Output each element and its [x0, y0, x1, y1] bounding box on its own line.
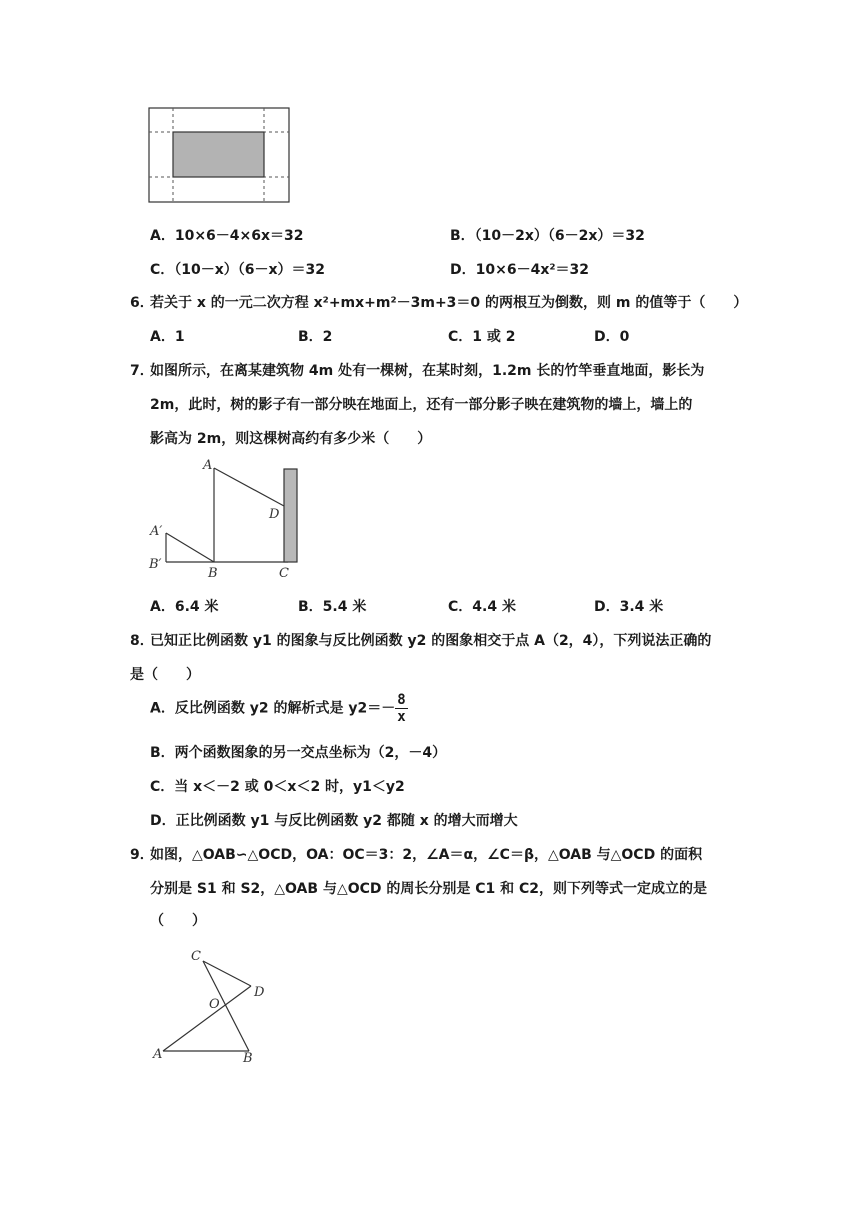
q7-option-d: D．3.4 米 — [594, 599, 664, 615]
q5-option-c: C．（10－x）（6－x）＝32 — [150, 262, 326, 278]
q7-option-b: B．5.4 米 — [298, 599, 367, 615]
q5-shaded-base — [173, 132, 264, 177]
q9-figure — [145, 940, 275, 1070]
q7-line-3: 影高为 2m，则这棵树高约有多少米（ ） — [150, 431, 432, 447]
q8-option-b: B．两个函数图象的另一交点坐标为（2，－4） — [150, 745, 447, 761]
q9-line-1: 如图，△OAB∽△OCD，OA：OC＝3：2，∠A＝α，∠C＝β，△OAB 与△OCD 的面积 — [150, 847, 703, 863]
q9-segment-cd — [203, 961, 251, 986]
q8-option-a-text: A．反比例函数 y2 的解析式是 y2＝－ — [150, 700, 396, 717]
q6-option-c: C．1 或 2 — [448, 329, 516, 345]
q9-line-2: 分别是 S1 和 S2，△OAB 与△OCD 的周长分别是 C1 和 C2，则下列等式一定成立的是 — [150, 881, 708, 897]
q9-label-c: C — [191, 949, 201, 964]
q7-figure — [140, 455, 320, 585]
q5-option-d: D．10×6－4x²＝32 — [450, 262, 589, 278]
q6-number: 6． — [130, 295, 154, 311]
q7-label-a-prime: A′ — [150, 524, 163, 539]
q5-option-a: A．10×6－4×6x＝32 — [150, 228, 304, 244]
q6-option-b: B．2 — [298, 329, 333, 345]
q9-segment-ad — [163, 986, 251, 1051]
q8-line-1: 已知正比例函数 y1 的图象与反比例函数 y2 的图象相交于点 A（2，4），下列说法正确的 — [150, 633, 712, 649]
q9-label-b: B — [243, 1051, 253, 1066]
q7-label-b-prime: B′ — [149, 557, 162, 572]
q7-label-c: C — [279, 566, 289, 581]
q9-label-d: D — [254, 985, 265, 1000]
q8-option-a — [150, 692, 408, 725]
q8-line-2: 是（ ） — [130, 667, 200, 683]
q8-option-d: D．正比例函数 y1 与反比例函数 y2 都随 x 的增大而增大 — [150, 813, 518, 829]
q6-option-a: A．1 — [150, 329, 185, 345]
q8-option-c: C．当 x＜－2 或 0＜x＜2 时，y1＜y2 — [150, 779, 405, 795]
q8-fraction-numerator: 8 — [397, 692, 406, 708]
q9-line-3: （ ） — [150, 913, 206, 929]
q9-label-o: O — [209, 997, 220, 1012]
q7-option-a: A．6.4 米 — [150, 599, 219, 615]
q7-label-a: A — [203, 458, 213, 473]
q7-label-b: B — [208, 566, 218, 581]
q5-option-b: B．（10－2x）（6－2x）＝32 — [450, 228, 645, 244]
q7-line-2: 2m，此时，树的影子有一部分映在地面上，还有一部分影子映在建筑物的墙上，墙上的 — [150, 397, 693, 413]
q6-option-d: D．0 — [594, 329, 630, 345]
q7-line-1: 如图所示，在离某建筑物 4m 处有一棵树，在某时刻，1.2m 长的竹竿垂直地面，影长为 — [150, 363, 705, 379]
q5-figure — [140, 104, 300, 204]
q8-number: 8． — [130, 633, 154, 649]
q7-option-c: C．4.4 米 — [448, 599, 516, 615]
q7-label-d: D — [269, 507, 280, 522]
q7-building-wall — [284, 469, 297, 562]
q7-tree-shadow-ray — [214, 468, 284, 506]
q8-fraction-denominator: x — [397, 709, 406, 725]
q9-number: 9． — [130, 847, 154, 863]
q9-label-a: A — [153, 1047, 163, 1062]
q7-pole-shadow-ray — [166, 533, 214, 562]
q7-number: 7． — [130, 363, 154, 379]
q8-fraction — [395, 692, 407, 725]
q6-stem: 若关于 x 的一元二次方程 x²+mx+m²－3m+3＝0 的两根互为倒数，则 m 的值等于（ ） — [150, 295, 748, 311]
